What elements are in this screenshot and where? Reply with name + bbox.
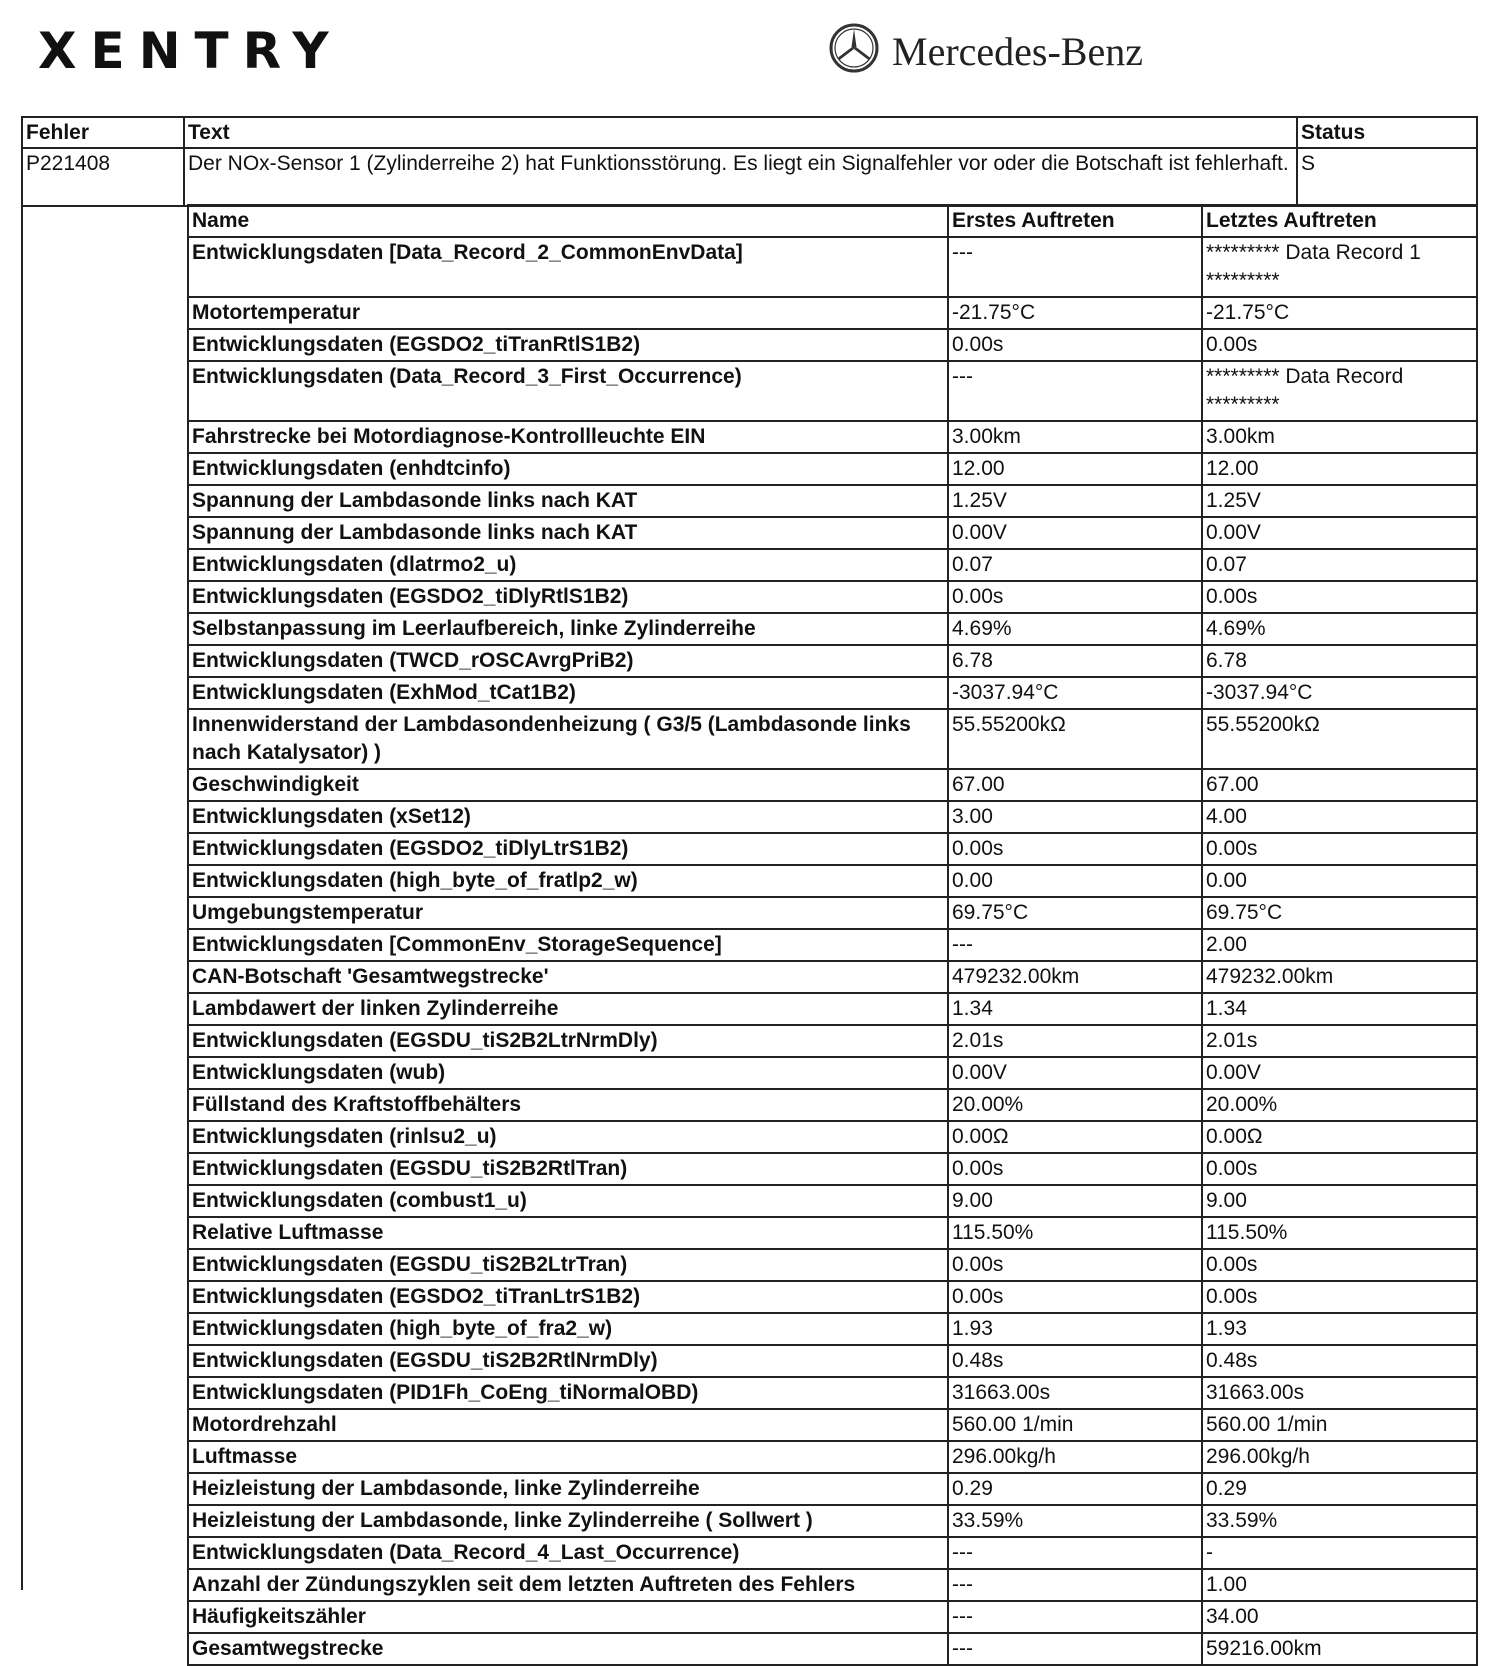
last-occurrence-value: 0.00 [1202, 865, 1477, 897]
last-occurrence-value: 0.07 [1202, 549, 1477, 581]
param-name: Häufigkeitszähler [188, 1601, 948, 1633]
first-occurrence-value: 0.00s [948, 1249, 1202, 1281]
first-occurrence-value: 0.00s [948, 329, 1202, 361]
first-occurrence-value: -21.75°C [948, 297, 1202, 329]
table-row [188, 1409, 1477, 1441]
table-row [188, 581, 1477, 613]
param-name: Entwicklungsdaten (EGSDO2_tiDlyRtlS1B2) [188, 581, 948, 613]
param-name: Selbstanpassung im Leerlaufbereich, linke Zylinderreihe [188, 613, 948, 645]
first-occurrence-value: 479232.00km [948, 961, 1202, 993]
last-occurrence-value: 0.00s [1202, 1281, 1477, 1313]
last-occurrence-value: 20.00% [1202, 1089, 1477, 1121]
table-row [188, 833, 1477, 865]
param-name: Entwicklungsdaten (rinlsu2_u) [188, 1121, 948, 1153]
last-occurrence-value: 9.00 [1202, 1185, 1477, 1217]
last-occurrence-value: 0.00s [1202, 581, 1477, 613]
fault-indent-column [21, 204, 187, 1590]
header-name: Name [188, 205, 948, 237]
fault-table-header [22, 117, 1477, 148]
first-occurrence-value: 0.00Ω [948, 1121, 1202, 1153]
param-name: Luftmasse [188, 1441, 948, 1473]
env-table-header [188, 205, 1477, 237]
last-occurrence-value: 4.00 [1202, 801, 1477, 833]
table-row [188, 1473, 1477, 1505]
param-name: Motortemperatur [188, 297, 948, 329]
first-occurrence-value: 3.00 [948, 801, 1202, 833]
param-name: Motordrehzahl [188, 1409, 948, 1441]
table-row [188, 1153, 1477, 1185]
first-occurrence-value: --- [948, 1537, 1202, 1569]
last-occurrence-value: 0.29 [1202, 1473, 1477, 1505]
last-occurrence-value: 2.01s [1202, 1025, 1477, 1057]
param-name: Lambdawert der linken Zylinderreihe [188, 993, 948, 1025]
table-row [188, 1345, 1477, 1377]
param-name: Entwicklungsdaten (EGSDU_tiS2B2RtlNrmDly) [188, 1345, 948, 1377]
param-name: Entwicklungsdaten (EGSDU_tiS2B2LtrNrmDly) [188, 1025, 948, 1057]
param-name: Entwicklungsdaten (EGSDU_tiS2B2LtrTran) [188, 1249, 948, 1281]
param-name: Entwicklungsdaten (xSet12) [188, 801, 948, 833]
last-occurrence-value: 59216.00km [1202, 1633, 1477, 1665]
last-occurrence-value: -3037.94°C [1202, 677, 1477, 709]
table-row [188, 1569, 1477, 1601]
table-row [188, 549, 1477, 581]
mercedes-star-icon [828, 22, 880, 74]
param-name: Entwicklungsdaten [CommonEnv_StorageSequence] [188, 929, 948, 961]
last-occurrence-value: 1.93 [1202, 1313, 1477, 1345]
param-name: Anzahl der Zündungszyklen seit dem letzten Auftreten des Fehlers [188, 1569, 948, 1601]
first-occurrence-value: --- [948, 1601, 1202, 1633]
table-row [188, 613, 1477, 645]
last-occurrence-value: 1.00 [1202, 1569, 1477, 1601]
param-name: Spannung der Lambdasonde links nach KAT [188, 517, 948, 549]
first-occurrence-value: 0.48s [948, 1345, 1202, 1377]
last-occurrence-value: 296.00kg/h [1202, 1441, 1477, 1473]
last-occurrence-value: 1.34 [1202, 993, 1477, 1025]
fault-code: P221408 [22, 148, 184, 206]
table-row [188, 1281, 1477, 1313]
fault-text: Der NOx-Sensor 1 (Zylinderreihe 2) hat Funktionsstörung. Es liegt ein Signalfehler vor oder die Botschaft ist fehlerhaft. [184, 148, 1297, 206]
fault-table [21, 116, 1478, 207]
xentry-logo: XENTRY [38, 22, 343, 80]
param-name: Innenwiderstand der Lambdasondenheizung ( G3/5 (Lambdasonde links nach Katalysator) ) [188, 709, 948, 769]
first-occurrence-value: 12.00 [948, 453, 1202, 485]
first-occurrence-value: 0.29 [948, 1473, 1202, 1505]
first-occurrence-value: 69.75°C [948, 897, 1202, 929]
first-occurrence-value: 67.00 [948, 769, 1202, 801]
last-occurrence-value: 0.00s [1202, 1249, 1477, 1281]
environment-data-table [187, 204, 1478, 1666]
first-occurrence-value: 0.00 [948, 865, 1202, 897]
table-row [188, 961, 1477, 993]
last-occurrence-value: 0.48s [1202, 1345, 1477, 1377]
last-occurrence-value: ********* Data Record ********* [1202, 361, 1477, 421]
first-occurrence-value: --- [948, 929, 1202, 961]
param-name: Relative Luftmasse [188, 1217, 948, 1249]
first-occurrence-value: 0.07 [948, 549, 1202, 581]
last-occurrence-value: 12.00 [1202, 453, 1477, 485]
header-fehler: Fehler [22, 117, 184, 148]
param-name: Entwicklungsdaten (wub) [188, 1057, 948, 1089]
first-occurrence-value: 33.59% [948, 1505, 1202, 1537]
first-occurrence-value: 296.00kg/h [948, 1441, 1202, 1473]
table-row [188, 453, 1477, 485]
table-row [188, 1025, 1477, 1057]
last-occurrence-value: 3.00km [1202, 421, 1477, 453]
param-name: Entwicklungsdaten (EGSDO2_tiDlyLtrS1B2) [188, 833, 948, 865]
param-name: Fahrstrecke bei Motordiagnose-Kontrollleuchte EIN [188, 421, 948, 453]
first-occurrence-value: 1.34 [948, 993, 1202, 1025]
param-name: Füllstand des Kraftstoffbehälters [188, 1089, 948, 1121]
param-name: Entwicklungsdaten (dlatrmo2_u) [188, 549, 948, 581]
param-name: Entwicklungsdaten [Data_Record_2_CommonEnvData] [188, 237, 948, 297]
first-occurrence-value: 2.01s [948, 1025, 1202, 1057]
table-row [188, 1633, 1477, 1665]
param-name: Entwicklungsdaten (Data_Record_4_Last_Occurrence) [188, 1537, 948, 1569]
table-row [188, 897, 1477, 929]
table-row [188, 769, 1477, 801]
param-name: Entwicklungsdaten (ExhMod_tCat1B2) [188, 677, 948, 709]
table-row [188, 1377, 1477, 1409]
last-occurrence-value: - [1202, 1537, 1477, 1569]
first-occurrence-value: 0.00s [948, 1153, 1202, 1185]
last-occurrence-value: 31663.00s [1202, 1377, 1477, 1409]
table-row [188, 1313, 1477, 1345]
last-occurrence-value: -21.75°C [1202, 297, 1477, 329]
table-row [188, 801, 1477, 833]
param-name: Heizleistung der Lambdasonde, linke Zylinderreihe [188, 1473, 948, 1505]
first-occurrence-value: 115.50% [948, 1217, 1202, 1249]
first-occurrence-value: 9.00 [948, 1185, 1202, 1217]
table-row [188, 421, 1477, 453]
first-occurrence-value: 0.00V [948, 1057, 1202, 1089]
param-name: Entwicklungsdaten (EGSDO2_tiTranRtlS1B2) [188, 329, 948, 361]
first-occurrence-value: 560.00 1/min [948, 1409, 1202, 1441]
first-occurrence-value: 55.55200kΩ [948, 709, 1202, 769]
table-row [188, 237, 1477, 297]
last-occurrence-value: ********* Data Record 1 ********* [1202, 237, 1477, 297]
table-row [188, 993, 1477, 1025]
first-occurrence-value: 20.00% [948, 1089, 1202, 1121]
first-occurrence-value: --- [948, 361, 1202, 421]
last-occurrence-value: 55.55200kΩ [1202, 709, 1477, 769]
param-name: CAN-Botschaft 'Gesamtwegstrecke' [188, 961, 948, 993]
last-occurrence-value: 69.75°C [1202, 897, 1477, 929]
last-occurrence-value: 6.78 [1202, 645, 1477, 677]
page-header [0, 0, 1501, 110]
param-name: Heizleistung der Lambdasonde, linke Zylinderreihe ( Sollwert ) [188, 1505, 948, 1537]
brand-name: Mercedes-Benz [892, 29, 1143, 74]
first-occurrence-value: 0.00s [948, 1281, 1202, 1313]
table-row [188, 645, 1477, 677]
table-row [188, 677, 1477, 709]
first-occurrence-value: --- [948, 1569, 1202, 1601]
first-occurrence-value: 0.00s [948, 833, 1202, 865]
param-name: Entwicklungsdaten (high_byte_of_fratlp2_w) [188, 865, 948, 897]
table-row [188, 1505, 1477, 1537]
last-occurrence-value: 0.00s [1202, 329, 1477, 361]
param-name: Spannung der Lambdasonde links nach KAT [188, 485, 948, 517]
first-occurrence-value: 3.00km [948, 421, 1202, 453]
first-occurrence-value: 1.25V [948, 485, 1202, 517]
last-occurrence-value: 0.00s [1202, 833, 1477, 865]
param-name: Entwicklungsdaten (enhdtcinfo) [188, 453, 948, 485]
param-name: Gesamtwegstrecke [188, 1633, 948, 1665]
last-occurrence-value: 560.00 1/min [1202, 1409, 1477, 1441]
first-occurrence-value: 4.69% [948, 613, 1202, 645]
table-row [188, 517, 1477, 549]
last-occurrence-value: 2.00 [1202, 929, 1477, 961]
table-row [188, 865, 1477, 897]
param-name: Entwicklungsdaten (EGSDU_tiS2B2RtlTran) [188, 1153, 948, 1185]
first-occurrence-value: --- [948, 1633, 1202, 1665]
fault-status: S [1297, 148, 1477, 206]
param-name: Entwicklungsdaten (high_byte_of_fra2_w) [188, 1313, 948, 1345]
param-name: Entwicklungsdaten (PID1Fh_CoEng_tiNormalOBD) [188, 1377, 948, 1409]
param-name: Umgebungstemperatur [188, 897, 948, 929]
last-occurrence-value: 67.00 [1202, 769, 1477, 801]
table-row [188, 361, 1477, 421]
header-first-occurrence: Erstes Auftreten [948, 205, 1202, 237]
table-row [188, 709, 1477, 769]
param-name: Entwicklungsdaten (Data_Record_3_First_Occurrence) [188, 361, 948, 421]
last-occurrence-value: 4.69% [1202, 613, 1477, 645]
first-occurrence-value: 6.78 [948, 645, 1202, 677]
table-row [188, 1537, 1477, 1569]
table-row [188, 1249, 1477, 1281]
header-last-occurrence: Letztes Auftreten [1202, 205, 1477, 237]
header-text: Text [184, 117, 1297, 148]
last-occurrence-value: 33.59% [1202, 1505, 1477, 1537]
param-name: Entwicklungsdaten (TWCD_rOSCAvrgPriB2) [188, 645, 948, 677]
first-occurrence-value: 0.00s [948, 581, 1202, 613]
fault-row [22, 148, 1477, 206]
table-row [188, 1121, 1477, 1153]
table-row [188, 1185, 1477, 1217]
table-row [188, 929, 1477, 961]
last-occurrence-value: 0.00V [1202, 517, 1477, 549]
last-occurrence-value: 0.00Ω [1202, 1121, 1477, 1153]
last-occurrence-value: 115.50% [1202, 1217, 1477, 1249]
first-occurrence-value: -3037.94°C [948, 677, 1202, 709]
last-occurrence-value: 0.00s [1202, 1153, 1477, 1185]
param-name: Entwicklungsdaten (combust1_u) [188, 1185, 948, 1217]
param-name: Geschwindigkeit [188, 769, 948, 801]
first-occurrence-value: 31663.00s [948, 1377, 1202, 1409]
table-row [188, 1441, 1477, 1473]
table-row [188, 1601, 1477, 1633]
last-occurrence-value: 0.00V [1202, 1057, 1477, 1089]
first-occurrence-value: --- [948, 237, 1202, 297]
last-occurrence-value: 34.00 [1202, 1601, 1477, 1633]
header-status: Status [1297, 117, 1477, 148]
table-row [188, 329, 1477, 361]
table-row [188, 1089, 1477, 1121]
param-name: Entwicklungsdaten (EGSDO2_tiTranLtrS1B2) [188, 1281, 948, 1313]
table-row [188, 297, 1477, 329]
last-occurrence-value: 1.25V [1202, 485, 1477, 517]
table-row [188, 1057, 1477, 1089]
first-occurrence-value: 1.93 [948, 1313, 1202, 1345]
table-row [188, 1217, 1477, 1249]
last-occurrence-value: 479232.00km [1202, 961, 1477, 993]
first-occurrence-value: 0.00V [948, 517, 1202, 549]
table-row [188, 485, 1477, 517]
